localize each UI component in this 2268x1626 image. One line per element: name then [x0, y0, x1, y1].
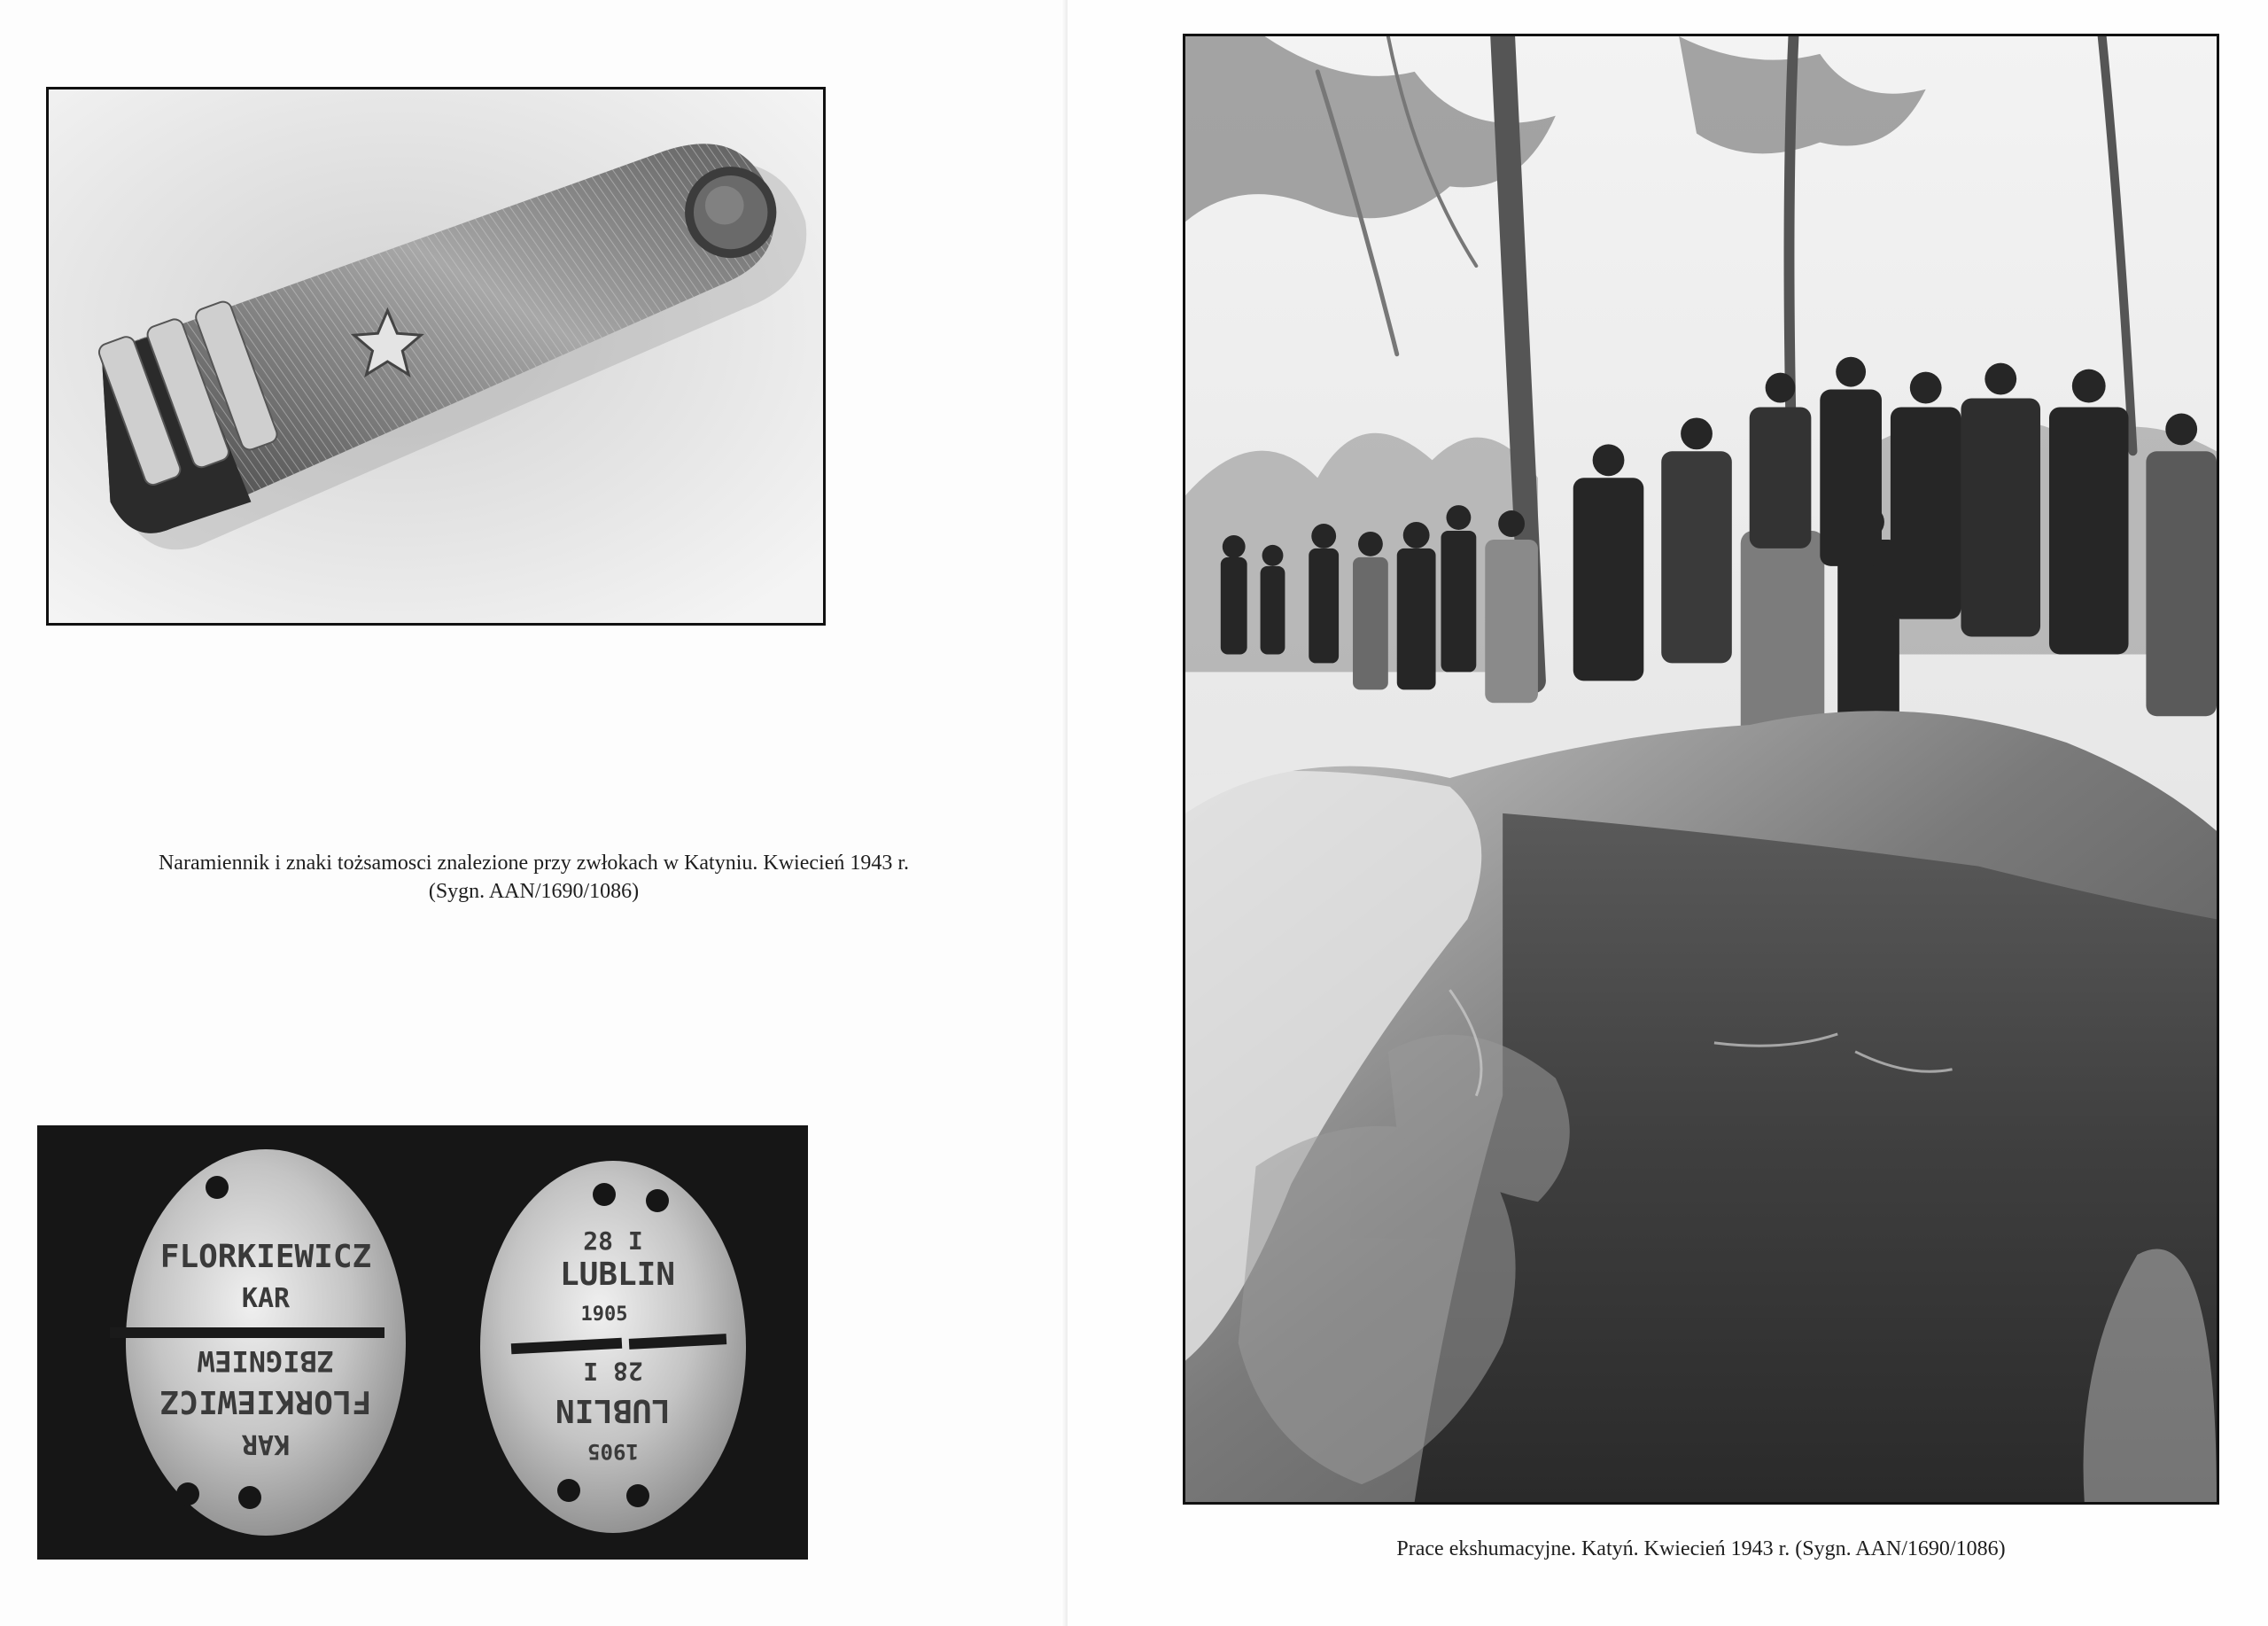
- exhumation-image: [1185, 36, 2217, 1502]
- tag-right-line-2: LUBLIN: [559, 1256, 676, 1293]
- tag-right-line-1: 28 I: [583, 1226, 643, 1256]
- left-page: [0, 0, 1068, 1626]
- tag-right-mirror-1: 1905: [587, 1439, 639, 1464]
- epaulette-caption-line-2: (Sygn. AAN/1690/1086): [428, 880, 640, 903]
- tag-left-mirror-2: FLORKIEWICZ: [159, 1383, 372, 1420]
- tag-right-mirror-3: 28 I: [583, 1357, 643, 1386]
- dog-tag-right: [480, 1161, 746, 1533]
- exhumation-photo: [1183, 34, 2219, 1505]
- epaulette-caption: [0, 849, 1068, 906]
- dog-tags-photo: [37, 1125, 808, 1560]
- exhumation-caption-text: Prace ekshumacyjne. Katyń. Kwiecień 1943 r. (Sygn. AAN/1690/1086): [1396, 1537, 2006, 1560]
- tag-left-mirror-3: ZBIGNIEW: [197, 1344, 335, 1378]
- epaulette-image: [49, 89, 823, 623]
- tag-left-line-2: KAR: [241, 1283, 291, 1314]
- epaulette-photo: [46, 87, 826, 626]
- tag-left-line-1: FLORKIEWICZ: [159, 1239, 372, 1275]
- right-page: [1068, 0, 2268, 1626]
- tag-right-mirror-2: LUBLIN: [555, 1392, 672, 1428]
- dog-tags-image: [37, 1125, 808, 1560]
- tag-left-mirror-1: KAR: [241, 1428, 291, 1459]
- exhumation-caption: [1183, 1535, 2219, 1563]
- epaulette-caption-line-1: Naramiennik i znaki tożsamosci znalezione przy zwłokach w Katyniu. Kwiecień 1943 r.: [158, 852, 910, 875]
- tag-right-line-3: 1905: [580, 1303, 628, 1326]
